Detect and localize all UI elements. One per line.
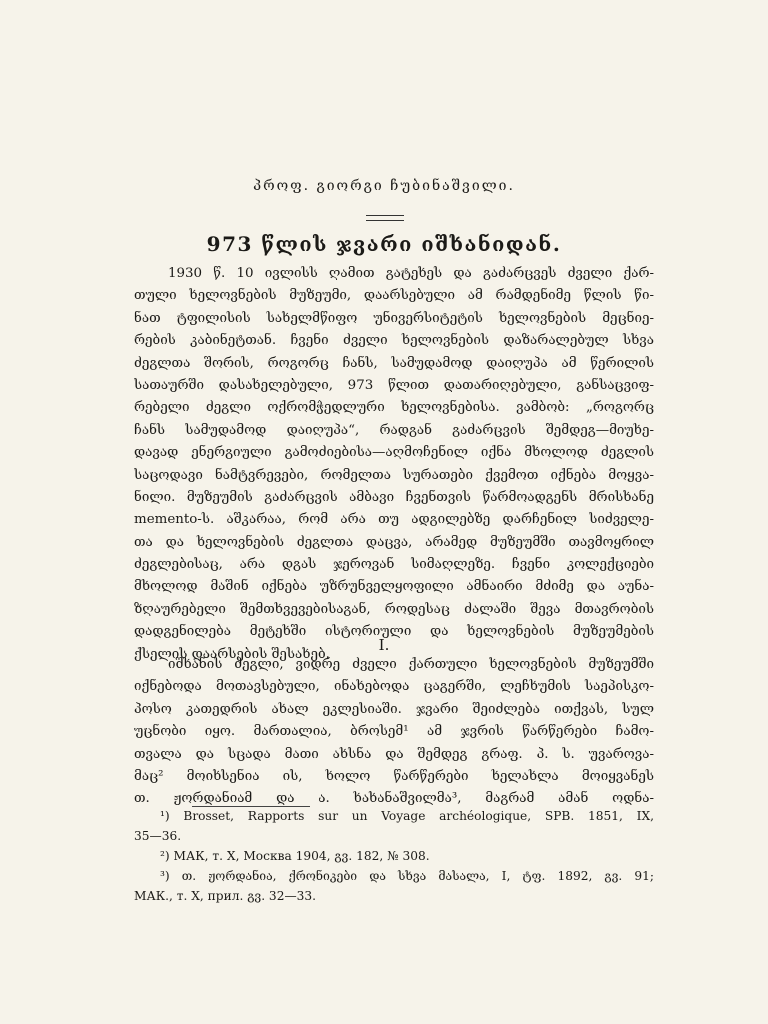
footnotes — [134, 806, 654, 906]
paragraph-2 — [134, 654, 654, 811]
text-line: ნათ ტფილისის სახელმწიფო უნივერსიტეტის ხელოვნების მეცნიე- — [134, 310, 654, 326]
text-line: პოსო კათედრის ახალ ეკლესიაში. ჯვარი შეიძლება ითქვას, სულ — [134, 701, 654, 717]
text-line: ქსელის დაარსების შესახებ. — [134, 646, 330, 662]
text-line: თვალა და სცადა მათი ახსნა და შემდეგ გრაფ. პ. ს. უვაროვა- — [134, 746, 654, 762]
text-line: იქნებოდა მოთავსებული, ინახებოდა ცაგერში, ლეჩხუმის საეპისკო- — [134, 679, 654, 695]
text-line: სათაურში დასახელებული, 973 წლით დათარიღებული, განსაცვიფ- — [134, 377, 654, 393]
text-line: თა და ხელოვნების ძეგლთა დაცვა, არამედ მუზეუმში თავმოყრილ — [134, 534, 654, 550]
text-line: memento-ს. აშკარაა, რომ არა თუ ადგილებზე დარჩენილ სიძველე- — [134, 512, 654, 528]
title-divider — [366, 215, 404, 221]
text-line: დავად ენერგიული გამოძიებისა—აღმოჩენილ იქნა მხოლოდ ძეგლის — [134, 445, 654, 461]
text-line: თ. ჟორდანიამ და ა. ხახანაშვილმა³, მაგრამ ამან ოდნა- — [134, 791, 654, 807]
article-title: 973 წლის ჯვარი იშხანიდან. — [206, 232, 562, 256]
text-line: იშხანის ძეგლი, ვიდრე ძველი ქართული ხელოვნების მუზეუმში — [168, 657, 654, 672]
text-line: ძეგლთა შორის, როგორც ჩანს, სამუდამოდ დაიღუპა ამ წერილის — [134, 355, 654, 371]
footnote-line: ³) თ. ჟორდანია, ქრონიკები და სხვა მასალა, I, ტფ. 1892, გვ. 91; — [160, 869, 654, 883]
text-line: დადგენილება მეტეხში ისტორიული და ხელოვნების მუზეუმების — [134, 624, 654, 640]
text-line: მხოლოდ მაშინ იქნება უზრუნველყოფილი ამნაირი მძიმე და აუნა- — [134, 579, 654, 595]
footnote-line: ¹) Brosset, Rapports sur un Voyage archéologique, SPB. 1851, IX, — [160, 809, 654, 823]
text-line: რებელი ძეგლი ოქრომჭედლური ხელოვნებისა. ვამბობ: „როგორც — [134, 400, 654, 416]
text-line: მაც² მოიხსენია ის, ხოლო წარწერები ხელახლა მოიყვანეს — [134, 768, 654, 784]
text-line: საცოდავი ნამტვრევები, რომელთა სურათები ქვემოთ იქნება მოყვა- — [134, 467, 654, 483]
footnote-line: МАК., т. X, прил. გვ. 32—33. — [134, 889, 317, 903]
text-line: უცნობი იყო. მართალია, ბროსემ¹ ამ ჯვრის წარწერები ჩამო- — [134, 724, 654, 740]
text-line: ნილი. მუზეუმის გაძარცვის ამბავი ჩვენთვის წარმოადგენს მრისხანე — [134, 489, 654, 505]
text-line: ზღაურებელი შემთხვევებისაგან, როდესაც ძალაში შევა მთავრობის — [134, 601, 654, 617]
author-heading: პროფ. გიორგი ჩუბინაშვილი. — [253, 178, 515, 194]
text-line: ჩანს სამუდამოდ დაიღუპა“, რადგან გაძარცვის შემდეგ—მიუხე- — [134, 422, 654, 438]
footnote-line: ²) МАК, т. X, Москва 1904, გვ. 182, № 308. — [160, 849, 430, 863]
footnote-line: 35—36. — [134, 829, 182, 843]
text-line: რების კაბინეტთან. ჩვენი ძველი ხელოვნების დაზარალებულ სხვა — [134, 333, 654, 349]
section-number: I. — [378, 636, 390, 654]
paragraph-1 — [134, 263, 654, 666]
text-line: ძეგლებისაც, არა დგას ჯეროვან სიმაღლეზე. ჩვენი კოლექციები — [134, 557, 654, 573]
text-line: 1930 წ. 10 ივლისს ღამით გატეხეს და გაძარცვეს ძველი ქარ- — [168, 266, 654, 281]
text-line: თული ხელოვნების მუზეუმი, დაარსებული ამ რამდენიმე წლის წი- — [134, 288, 654, 304]
